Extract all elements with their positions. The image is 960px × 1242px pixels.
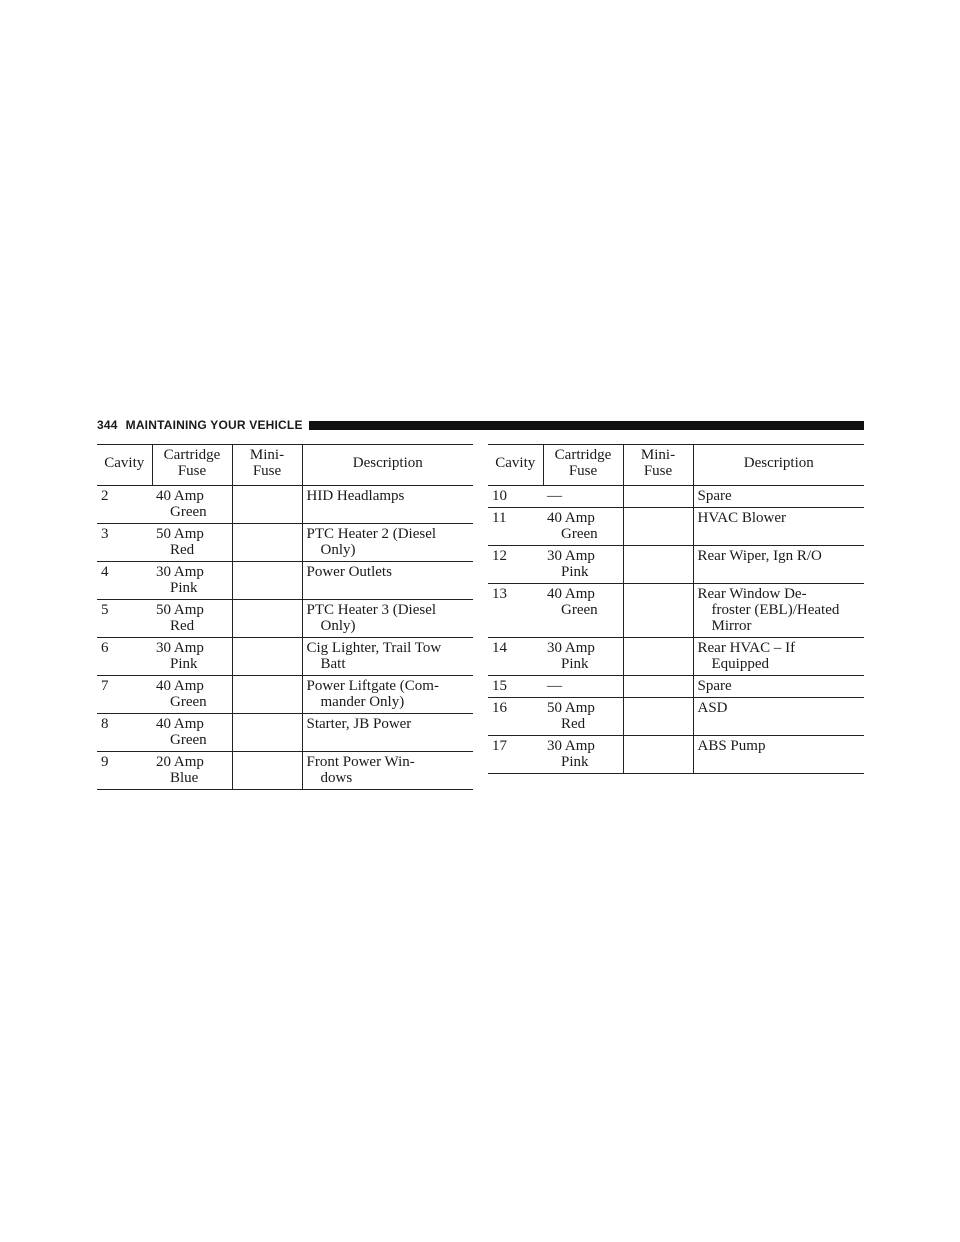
description-line: froster (EBL)/Heated [711,602,840,618]
description-line: Spare [697,488,732,504]
description-line: PTC Heater 2 (Diesel [306,526,437,542]
mini-fuse-cell [623,638,693,676]
mini-fuse-cell [623,698,693,736]
cartridge-fuse-line: Pink [561,564,589,580]
cartridge-fuse-cell [152,562,232,600]
cartridge-fuse-cell [543,546,623,584]
table-row [97,486,473,524]
table-row [488,676,864,698]
cartridge-fuse-cell [152,524,232,562]
description-line: HID Headlamps [306,488,405,504]
cartridge-fuse-line: 30 Amp [547,548,595,564]
cartridge-fuse-line: 40 Amp [156,716,204,732]
table-row [97,752,473,790]
column-header-mini-line1: Mini- [249,447,285,463]
description-line: Mirror [711,618,752,634]
table-row [97,600,473,638]
description-line: Spare [697,678,732,694]
cartridge-fuse-line: Pink [170,580,198,596]
cartridge-fuse-cell [152,714,232,752]
cartridge-fuse-cell [543,736,623,774]
cavity-cell: 10 [488,486,543,508]
description-cell [693,508,864,546]
cartridge-fuse-line: — [547,678,562,694]
cartridge-fuse-line: 30 Amp [156,564,204,580]
description-cell [302,600,473,638]
description-line: Rear Window De- [697,586,807,602]
cartridge-fuse-line: Pink [561,754,589,770]
description-line: Batt [320,656,346,672]
description-line: HVAC Blower [697,510,786,526]
cartridge-fuse-line: Red [561,716,586,732]
cartridge-fuse-line: 40 Amp [156,678,204,694]
description-cell [693,698,864,736]
cartridge-fuse-line: Blue [170,770,199,786]
description-cell [693,546,864,584]
cartridge-fuse-line: Pink [170,656,198,672]
description-cell [693,736,864,774]
mini-fuse-cell [232,676,302,714]
cavity-cell: 9 [97,752,152,790]
column-header-cartridge-line1: Cartridge [163,447,221,463]
description-line: Only) [320,618,356,634]
mini-fuse-cell [232,752,302,790]
table-row [97,676,473,714]
cavity-cell: 7 [97,676,152,714]
description-cell [693,676,864,698]
column-header-cavity: Cavity [488,445,543,486]
mini-fuse-cell [623,508,693,546]
cartridge-fuse-line: Green [170,504,207,520]
description-line: Rear Wiper, Ign R/O [697,548,822,564]
mini-fuse-cell [232,714,302,752]
description-line: Equipped [711,656,769,672]
cavity-cell: 3 [97,524,152,562]
column-header-description: Description [302,445,473,486]
table-row [488,736,864,774]
header-rule [309,421,864,430]
cartridge-fuse-line: 50 Amp [547,700,595,716]
table-header-row [488,445,864,486]
cartridge-fuse-cell [543,486,623,508]
description-cell [302,676,473,714]
cavity-cell: 11 [488,508,543,546]
table-row [488,584,864,638]
description-cell [302,486,473,524]
column-header-mini-fuse [232,445,302,486]
cartridge-fuse-line: 40 Amp [156,488,204,504]
page-number: 344 [97,418,118,432]
description-line: Rear HVAC – If [697,640,796,656]
table-row [97,524,473,562]
description-cell [693,486,864,508]
cavity-cell: 2 [97,486,152,524]
fuse-table-right [488,444,864,774]
cartridge-fuse-cell [543,638,623,676]
cartridge-fuse-cell [543,676,623,698]
column-header-cartridge-fuse [543,445,623,486]
description-line: ASD [697,700,728,716]
table-row [488,546,864,584]
description-cell [302,752,473,790]
table-row [488,508,864,546]
description-cell [302,562,473,600]
cavity-cell: 8 [97,714,152,752]
cavity-cell: 4 [97,562,152,600]
description-cell [693,584,864,638]
cartridge-fuse-line: Green [561,526,598,542]
column-header-cartridge-line2: Fuse [177,463,207,479]
cartridge-fuse-line: 30 Amp [156,640,204,656]
cavity-cell: 13 [488,584,543,638]
column-header-cartridge-fuse [152,445,232,486]
mini-fuse-cell [232,486,302,524]
fuse-table-left [97,444,473,790]
mini-fuse-cell [623,546,693,584]
table-row [97,638,473,676]
cartridge-fuse-line: 50 Amp [156,602,204,618]
column-header-cartridge-line2: Fuse [568,463,598,479]
cartridge-fuse-cell [152,638,232,676]
cavity-cell: 16 [488,698,543,736]
column-header-description: Description [693,445,864,486]
cartridge-fuse-line: Red [170,542,195,558]
description-line: mander Only) [320,694,405,710]
table-row [97,562,473,600]
page-header [97,417,864,433]
column-header-mini-fuse [623,445,693,486]
cavity-cell: 14 [488,638,543,676]
description-line: Power Outlets [306,564,392,580]
cartridge-fuse-line: 30 Amp [547,640,595,656]
cavity-cell: 15 [488,676,543,698]
description-line: Cig Lighter, Trail Tow [306,640,442,656]
mini-fuse-cell [623,486,693,508]
table-header-row [97,445,473,486]
description-line: Only) [320,542,356,558]
mini-fuse-cell [232,600,302,638]
cartridge-fuse-cell [543,698,623,736]
cartridge-fuse-line: Red [170,618,195,634]
cartridge-fuse-cell [152,486,232,524]
cartridge-fuse-line: 40 Amp [547,586,595,602]
mini-fuse-cell [623,584,693,638]
cartridge-fuse-line: — [547,488,562,504]
table-row [488,638,864,676]
mini-fuse-cell [232,638,302,676]
column-header-cartridge-line1: Cartridge [554,447,612,463]
mini-fuse-cell [232,524,302,562]
section-title: MAINTAINING YOUR VEHICLE [125,418,303,432]
table-row [97,714,473,752]
description-cell [693,638,864,676]
cartridge-fuse-cell [543,584,623,638]
column-header-cavity: Cavity [97,445,152,486]
cartridge-fuse-line: 30 Amp [547,738,595,754]
mini-fuse-cell [623,676,693,698]
column-header-mini-line2: Fuse [252,463,282,479]
fuse-table-right-body [488,486,864,774]
cartridge-fuse-line: 20 Amp [156,754,204,770]
description-line: Power Liftgate (Com- [306,678,439,694]
description-line: dows [320,770,353,786]
table-row [488,486,864,508]
table-row [488,698,864,736]
cartridge-fuse-line: 50 Amp [156,526,204,542]
cavity-cell: 5 [97,600,152,638]
description-cell [302,714,473,752]
cartridge-fuse-line: Green [561,602,598,618]
description-line: Starter, JB Power [306,716,412,732]
cartridge-fuse-line: 40 Amp [547,510,595,526]
column-header-mini-line1: Mini- [640,447,676,463]
column-header-mini-line2: Fuse [643,463,673,479]
cartridge-fuse-cell [152,600,232,638]
description-line: ABS Pump [697,738,766,754]
description-line: Front Power Win- [306,754,415,770]
cartridge-fuse-line: Pink [561,656,589,672]
cavity-cell: 12 [488,546,543,584]
description-cell [302,524,473,562]
cartridge-fuse-cell [152,676,232,714]
cavity-cell: 17 [488,736,543,774]
mini-fuse-cell [623,736,693,774]
description-cell [302,638,473,676]
fuse-table-left-body [97,486,473,790]
cartridge-fuse-cell [152,752,232,790]
cartridge-fuse-line: Green [170,694,207,710]
description-line: PTC Heater 3 (Diesel [306,602,437,618]
cartridge-fuse-cell [543,508,623,546]
cartridge-fuse-line: Green [170,732,207,748]
mini-fuse-cell [232,562,302,600]
cavity-cell: 6 [97,638,152,676]
